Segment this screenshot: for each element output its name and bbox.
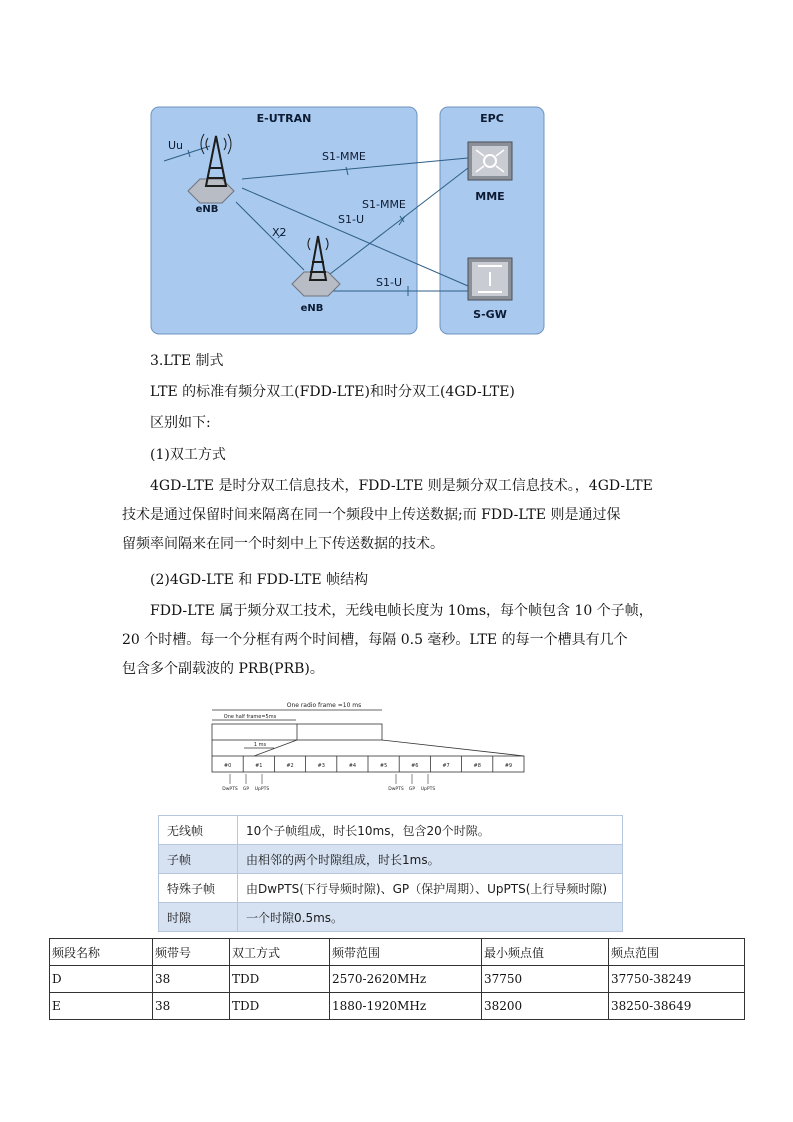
duplex-paragraph-line: 技术是通过保留时间来隔离在同一个频段中上传送数据;而 FDD-LTE 则是通过保 xyxy=(122,507,621,523)
eutran-panel xyxy=(151,107,417,334)
half-frame-label: One half frame=5ms xyxy=(223,714,277,720)
special-right-dwpts: DwPTS xyxy=(388,787,404,792)
table-row xyxy=(50,993,745,1020)
desc-cell: 10个子帧组成，时长10ms，包含20个时隙。 xyxy=(238,816,623,845)
special-right-gp: GP xyxy=(408,787,416,792)
subframe-label: #0 xyxy=(223,763,232,769)
header-min-earfcn: 最小频点值 xyxy=(482,939,609,966)
frame-structure-diagram xyxy=(204,698,534,796)
frame-paragraph-line: 包含多个副载波的 PRB(PRB)。 xyxy=(122,661,324,677)
table-cell: 38 xyxy=(153,993,230,1020)
desc-cell: 一个时隙0.5ms。 xyxy=(238,903,623,932)
subframe-label: #1 xyxy=(255,763,263,769)
duplex-paragraph-line: 4GD-LTE 是时分双工信息技术，FDD-LTE 则是频分双工信息技术。，4GD-LTE xyxy=(150,478,653,494)
radio-frame-label: One radio frame =10 ms xyxy=(286,702,362,709)
table-cell: 2570-2620MHz xyxy=(330,966,482,993)
table-row xyxy=(50,966,745,993)
s1-mme-label-top: S1-MME xyxy=(322,150,366,163)
subframe-label: #2 xyxy=(286,763,294,769)
table-cell: 38250-38649 xyxy=(609,993,745,1020)
table-cell: TDD xyxy=(230,993,330,1020)
header-band-name: 频段名称 xyxy=(50,939,153,966)
term-cell: 无线帧 xyxy=(159,816,238,845)
term-cell: 子帧 xyxy=(159,845,238,874)
difference-line: 区别如下: xyxy=(150,415,211,431)
item2-title: (2)4GD-LTE 和 FDD-LTE 帧结构 xyxy=(150,572,369,588)
frame-paragraph-line: FDD-LTE 属于频分双工技术，无线电帧长度为 10ms，每个帧包含 10 个子帧， xyxy=(150,603,653,619)
table-cell: D xyxy=(50,966,153,993)
table-row xyxy=(159,816,623,845)
special-right-uppts: UpPTS xyxy=(420,787,436,792)
desc-cell: 由DwPTS(下行导频时隙)、GP（保护周期）、UpPTS(上行导频时隙) xyxy=(238,874,623,903)
subframe-label: #6 xyxy=(411,763,419,769)
item1-title: (1)双工方式 xyxy=(150,447,226,463)
table-row xyxy=(159,845,623,874)
section-title: 3.LTE 制式 xyxy=(150,353,224,369)
s1-u-label-bottom: S1-U xyxy=(376,276,403,289)
intro-line: LTE 的标准有频分双工(FDD-LTE)和时分双工(4GD-LTE) xyxy=(150,384,515,400)
mme-label: MME xyxy=(475,190,505,203)
special-left-gp: GP xyxy=(242,787,250,792)
duplex-paragraph-line: 留频率间隔来在同一个时刻中上下传送数据的技术。 xyxy=(122,536,444,552)
sgw-label: S-GW xyxy=(473,308,507,321)
eutran-label: E-UTRAN xyxy=(256,112,312,125)
s1-mme-label-mid: S1-MME xyxy=(362,198,406,211)
frame-paragraph-line: 20 个时槽。每一个分框有两个时间槽，每隔 0.5 毫秒。LTE 的每一个槽具有几个 xyxy=(122,632,628,648)
subframe-label: #5 xyxy=(379,763,388,769)
header-band-range: 频带范围 xyxy=(330,939,482,966)
duplex-paragraph xyxy=(122,472,678,559)
uu-label: Uu xyxy=(168,139,184,152)
table-header-row xyxy=(50,939,745,966)
table-cell: 37750 xyxy=(482,966,609,993)
special-left-dwpts: DwPTS xyxy=(222,787,238,792)
subframe-duration-label: 1 ms xyxy=(253,742,267,748)
frame-terms-table xyxy=(158,815,623,932)
subframe-label: #4 xyxy=(348,763,357,769)
table-row xyxy=(159,903,623,932)
header-earfcn-range: 频点范围 xyxy=(609,939,745,966)
epc-label: EPC xyxy=(480,112,504,125)
table-cell: 37750-38249 xyxy=(609,966,745,993)
frequency-band-table xyxy=(49,938,745,1020)
enb-bottom-label: eNB xyxy=(300,303,324,314)
desc-cell: 由相邻的两个时隙组成，时长1ms。 xyxy=(238,845,623,874)
subframe-label: #8 xyxy=(473,763,481,769)
table-cell: TDD xyxy=(230,966,330,993)
table-cell: 38200 xyxy=(482,993,609,1020)
mme-router-icon xyxy=(468,142,512,180)
table-cell: 1880-1920MHz xyxy=(330,993,482,1020)
special-left-uppts: UpPTS xyxy=(254,787,270,792)
subframe-label: #9 xyxy=(504,763,513,769)
term-cell: 时隙 xyxy=(159,903,238,932)
frame-paragraph xyxy=(122,597,678,684)
x2-label: X2 xyxy=(272,226,287,239)
subframe-label: #7 xyxy=(442,763,450,769)
table-cell: E xyxy=(50,993,153,1020)
table-row xyxy=(159,874,623,903)
table-cell: 38 xyxy=(153,966,230,993)
sgw-router-icon xyxy=(468,258,512,300)
header-duplex-mode: 双工方式 xyxy=(230,939,330,966)
s1-u-label-mid: S1-U xyxy=(338,213,365,226)
subframe-label: #3 xyxy=(317,763,325,769)
subframe-dividers xyxy=(243,756,493,772)
lte-network-diagram xyxy=(150,106,545,336)
header-band-number: 频带号 xyxy=(153,939,230,966)
term-cell: 特殊子帧 xyxy=(159,874,238,903)
enb-top-label: eNB xyxy=(195,204,219,215)
